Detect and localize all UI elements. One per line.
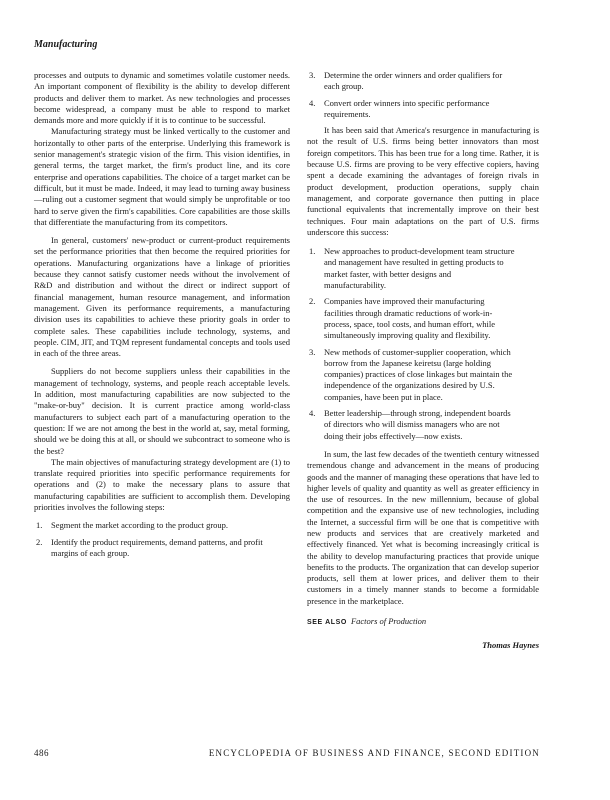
list-text: Determine the order winners and order qualifiers for each group. (324, 70, 503, 92)
list-item (34, 520, 290, 531)
see-also (307, 616, 539, 628)
see-also-label: SEE ALSO (307, 619, 347, 627)
list-item (307, 246, 539, 291)
list-number: 1. (36, 520, 43, 531)
publication-title: ENCYCLOPEDIA OF BUSINESS AND FINANCE, SECOND EDITION (208, 748, 540, 758)
author-credit: Thomas Haynes (482, 640, 539, 651)
body-paragraph: In general, customers' new-product or current-product requirements set the performance priorities that then become the required priorities for operations. Manufacturing organizations have a linkage of priorities because they cannot satisfy customer needs without the involvement of R&D and distribution and without the direct or indirect support of financial management, human resource management, and information management. Given its performance requirements, a manufacturing division uses its capabilities to achieve these priority goals in order to complete sales. These capabilities include technology, systems, and people. CIM, JIT, and TQM represent fundamental concepts and tools used in each of the three areas. (34, 235, 290, 359)
adaptations-list (307, 246, 539, 442)
body-paragraph: It has been said that America's resurgence in manufacturing is not the result of U.S. firms being better innovators than most foreign competitors. This has been true for a long time. Rather, it is because U.S. firms are proving to be very effective copiers, having spent a decade examining the advantages of foreign rivals in product development, production operations, supply chain management, and corporate governance then putting in place functional equivalents that incrementally improve on their best techniques. Four main adaptations on the part of U.S. firms underscore this success: (307, 125, 539, 237)
list-text: Convert order winners into specific performance requirements. (324, 97, 490, 119)
list-item (307, 408, 539, 442)
list-number: 3. (309, 346, 316, 357)
list-item (307, 98, 539, 121)
list-item (307, 296, 539, 341)
list-item (307, 347, 539, 403)
list-number: 2. (309, 296, 316, 307)
list-text: Better leadership—through strong, independent boards of directors who will dismiss managers who are not doing their jobs effectively—now exists. (324, 408, 511, 441)
list-item (307, 70, 539, 93)
list-text: New methods of customer-supplier cooperation, which borrow from the Japanese keiretsu (large holding companies) practices of close linkages but maintain the independence of the organizations desired by U.S. companies, have been put in place. (324, 346, 513, 402)
list-text: Segment the market according to the product group. (51, 520, 229, 531)
list-number: 1. (309, 246, 316, 257)
steps-list-continued (307, 70, 539, 120)
list-text: Companies have improved their manufacturing facilities through dramatic reductions of work-in-process, space, tool costs, and human effort, while simultaneously improving quality and flexibility. (324, 296, 495, 341)
list-text: Identify the product requirements, demand patterns, and profit margins of each group. (51, 536, 263, 558)
list-item (34, 537, 290, 560)
body-paragraph: In sum, the last few decades of the twentieth century witnessed tremendous change and advancement in the means of producing goods and the manner of managing these operations that have led to higher levels of quality and quantity as well as greater efficiency in the use of resources. In the new millennium, because of global competition and the expansive use of new technologies, including the Internet, a successful firm will be one that is competitive with new products and services that are creatively marketed and effectively financed. Yet what is becoming increasingly critical is the ability to develop manufacturing practices that provide unique benefits to the products. The organization that can develop superior products, sell them at lower prices, and deliver them to their customers in a timely manner stands to become a formidable presence in the marketplace. (307, 448, 539, 606)
list-text: New approaches to product-development team structure and management have resulted in getting products to market faster, with better designs and manufacturability. (324, 246, 515, 291)
body-paragraph: The main objectives of manufacturing strategy development are (1) to translate required priorities into specific performance requirements for operations and (2) to make the necessary plans to assure that manufacturing capabilities are sufficient to accomplish them. Developing priorities involves the following steps: (34, 456, 290, 512)
body-paragraph: Manufacturing strategy must be linked vertically to the customer and horizontally to other parts of the enterprise. Underlying this framework is senior management's strategic vision of the firm. This vision identifies, in general terms, the target market, the firm's product line, and its core enterprise and operations capabilities. The choice of a target market can be difficult, but it must be made. Indeed, it may lead to turning away business—ruling out a customer segment that would simply be unprofitable or too hard to serve given the firm's capabilities. Core capabilities are those skills that differentiate the manufacturing from its competitors. (34, 126, 290, 227)
body-paragraph: Suppliers do not become suppliers unless their capabilities in the management of technology, systems, and people reach acceptable levels. In addition, most manufacturing capabilities are now subjected to the "make-or-buy" decision. It is current practice among world-class manufacturers to subject each part of a manufacturing operation to the question: If we are not among the best in the world at, say, metal forming, should we be doing this at all, or should we subcontract to someone who is the best? (34, 366, 290, 456)
list-number: 4. (309, 97, 316, 108)
body-paragraph: processes and outputs to dynamic and sometimes volatile customer needs. An important component of flexibility is the ability to develop different products and deliver them to market. As new technologies and processes become widespread, a company must be able to respond to market demands more and more quickly if it is to continue to be successful. (34, 70, 290, 126)
left-column (34, 70, 290, 564)
see-also-link[interactable]: Factors of Production (350, 616, 427, 627)
page-number: 486 (34, 748, 49, 758)
steps-list (34, 520, 290, 559)
running-title: Manufacturing (34, 39, 98, 50)
list-number: 3. (309, 70, 316, 80)
list-number: 2. (36, 536, 43, 547)
list-number: 4. (309, 408, 316, 419)
right-column (307, 70, 539, 652)
